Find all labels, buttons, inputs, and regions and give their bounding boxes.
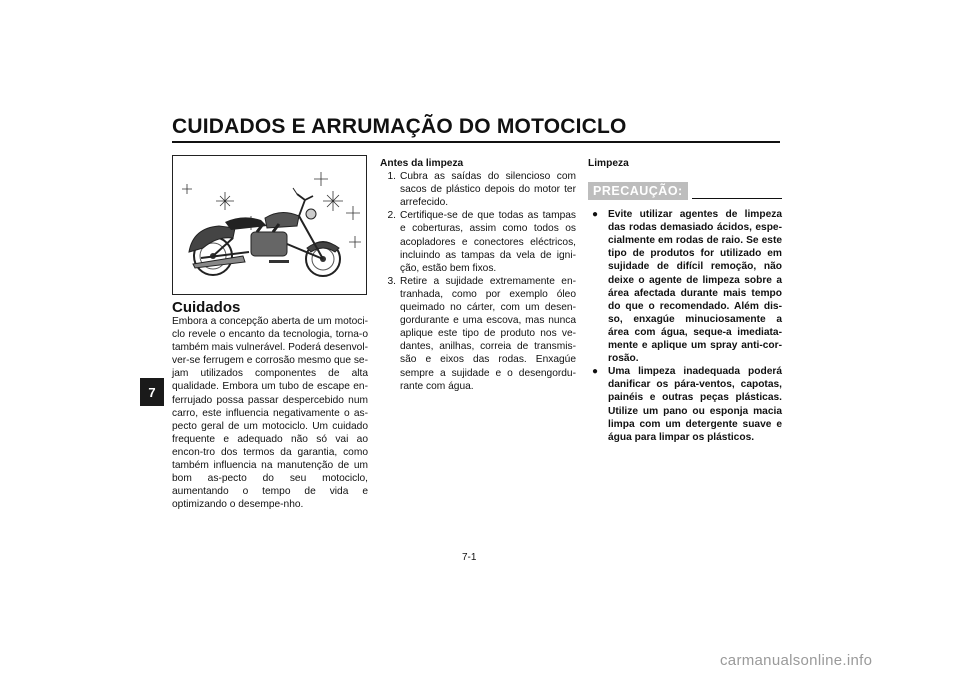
step-item — [380, 209, 576, 274]
cleaning-column — [588, 157, 782, 444]
step-number: 1. — [387, 171, 396, 183]
step-item — [380, 275, 576, 393]
caution-list — [588, 208, 782, 444]
caution-text: Uma limpeza inadequada poderá danificar os pára-ventos, capotas, painéis e outras peças plásticas. Utilize um pano ou esponja macia limpa com um detergente suave e água para limpar os plásticos. — [608, 366, 782, 443]
section-heading-cuidados: Cuidados — [172, 299, 241, 316]
caution-text: Evite utilizar agentes de limpeza das rodas demasiado ácidos, espe-cialmente em rodas de raio. Se este tipo de produtos for utilizado em sujidade de difícil remoção, não deixe o agente de limpeza sobre a área afectada durante mais tempo do que o recomendado. Além dis-so, enxagúe minuciosamente a área com água, seque-a imediata-mente e aplique um spray anti-cor-rosão. — [608, 209, 782, 365]
caution-item — [588, 208, 782, 365]
step-text: Retire a sujidade extremamente en-tranhada, como por exemplo óleo queimado no cárter, com um desen-gordurante e uma escova, mas nunca aplique este tipo de produto nos ve-dantes, anilhas, correia de transmis-são e eixos das rodas. Enxagúe sempre a sujidade e o desengordu-rante com água. — [400, 275, 576, 392]
before-cleaning-steps — [380, 170, 576, 393]
caution-rule — [692, 198, 782, 199]
caution-item — [588, 365, 782, 444]
chapter-tab: 7 — [140, 378, 164, 406]
page-title: CUIDADOS E ARRUMAÇÃO DO MOTOCICLO — [172, 115, 627, 138]
caution-header — [588, 182, 782, 200]
bullet-icon: ● — [592, 209, 599, 221]
step-text: Certifique-se de que todas as tampas e coberturas, assim como todos os acopladores e conectores eléctricos, incluindo as tampas da vela de igni-ção, estão bem fixos. — [400, 210, 576, 274]
page-number: 7-1 — [462, 552, 477, 563]
before-cleaning-heading: Antes da limpeza — [380, 158, 464, 169]
title-underline — [172, 141, 780, 143]
step-text: Cubra as saídas do silencioso com sacos de plástico depois do motor ter arrefecido. — [400, 171, 576, 209]
bullet-icon: ● — [592, 366, 599, 378]
step-number: 2. — [387, 210, 396, 222]
step-item — [380, 170, 576, 209]
watermark: carmanualsonline.info — [720, 652, 873, 669]
motorcycle-illustration — [172, 155, 367, 295]
cleaning-heading: Limpeza — [588, 158, 629, 169]
section-body-cuidados: Embora a concepção aberta de um motoci-clo revele o encanto da tecnologia, torna-o também mais vulnerável. Poderá desenvol-ver-se ferrugem e corrosão mesmo que se-jam utilizados componentes de alta qualidade. Embora um tubo de escape en-ferrujado possa passar despercebido num carro, este influencia negativamente o as-pecto geral de um motociclo. Um cuidado frequente e adequado não só vai ao encon-tro dos termos da garantia, como também influencia na manutenção de um bom as-pecto do seu motociclo, aumentando o tempo de vida e optimizando o desempe-nho. — [172, 316, 368, 511]
step-number: 3. — [387, 275, 396, 287]
before-cleaning-column — [380, 157, 576, 393]
caution-label: PRECAUÇÃO: — [588, 182, 688, 200]
motorcycle-icon — [173, 156, 368, 296]
